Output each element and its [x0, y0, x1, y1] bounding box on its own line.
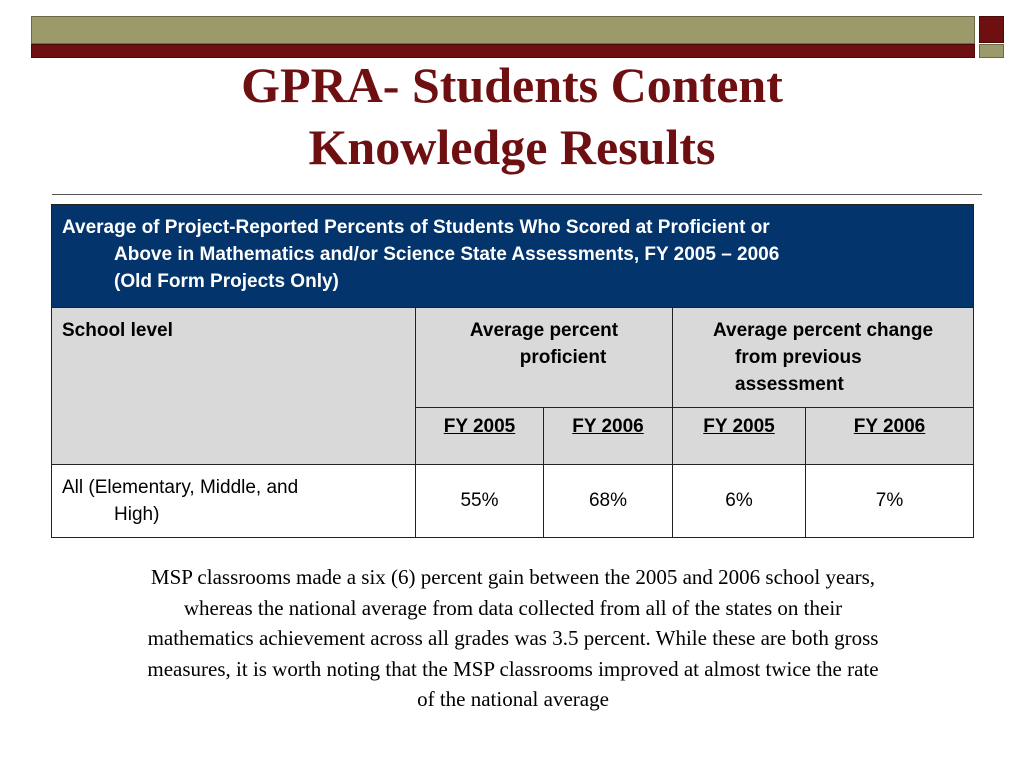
row-label	[52, 465, 416, 538]
fy-label: FY 2006	[853, 416, 926, 437]
top-olive-bar	[31, 16, 975, 44]
summary-line-4: measures, it is worth noting that the MSP classrooms improved at almost twice the rate	[147, 656, 879, 681]
summary-line-5: of the national average	[417, 687, 609, 711]
fy-label: FY 2005	[703, 416, 775, 437]
summary-paragraph	[52, 562, 974, 715]
row-label-line-1: All (Elementary, Middle, and	[62, 477, 299, 498]
summary-line-3: mathematics achievement across all grades was 3.5 percent. While these are both gross	[147, 626, 879, 650]
slide-title	[0, 54, 1024, 178]
corner-maroon-square	[979, 16, 1004, 43]
avg-proficient-line-1: Average percent	[469, 320, 619, 341]
avg-change-line-2: from previous	[735, 347, 862, 368]
title-line-2: Knowledge Results	[308, 119, 716, 175]
column-group-avg-change	[673, 308, 974, 408]
column-fy2006-change	[806, 408, 974, 465]
summary-line-2: whereas the national average from data collected from all of the states on their	[183, 595, 843, 620]
column-fy2006-proficient	[544, 408, 673, 465]
cell-fy2006-proficient: 68%	[544, 465, 673, 538]
table-header-line-3: (Old Form Projects Only)	[114, 271, 339, 292]
results-table	[51, 204, 974, 538]
row-label-line-2: High)	[114, 504, 160, 525]
table-header-line-1: Average of Project-Reported Percents of Students Who Scored at Proficient or	[62, 217, 770, 238]
avg-change-line-3: assessment	[735, 374, 844, 395]
fy-label: FY 2005	[443, 416, 516, 437]
column-school-level-label: School level	[62, 320, 173, 341]
title-divider	[52, 194, 982, 195]
cell-fy2006-change: 7%	[806, 465, 974, 538]
table-row	[52, 465, 974, 538]
table-header	[52, 205, 974, 308]
avg-change-line-1: Average percent change	[713, 320, 934, 341]
cell-fy2005-proficient: 55%	[416, 465, 544, 538]
column-fy2005-change	[673, 408, 806, 465]
column-fy2005-proficient	[416, 408, 544, 465]
avg-proficient-line-2: proficient	[519, 347, 607, 368]
title-line-1: GPRA- Students Content	[241, 57, 783, 113]
column-group-avg-proficient	[416, 308, 673, 408]
cell-fy2005-change: 6%	[673, 465, 806, 538]
column-school-level	[52, 308, 416, 465]
table-header-line-2: Above in Mathematics and/or Science State Assessments, FY 2005 – 2006	[114, 244, 780, 265]
fy-label: FY 2006	[572, 416, 644, 437]
summary-line-1: MSP classrooms made a six (6) percent gain between the 2005 and 2006 school years,	[150, 565, 876, 589]
